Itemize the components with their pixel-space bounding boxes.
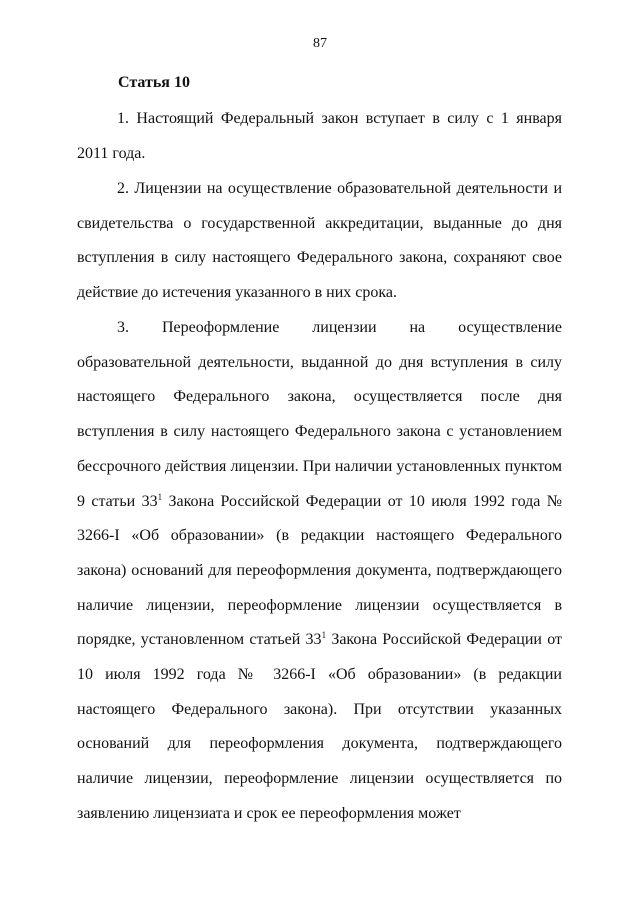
paragraph-3 [77, 311, 562, 832]
paragraph-3-part-3: Закона Российской Федерации от 10 июля 1992 года № 3266-I «Об образовании» (в редакции настоящего Федерального закона). При отсутствии указанных оснований для переоформления документа, подтверждающего наличие лицензии, переоформление лицензии осуществляется по заявлению лицензиата и срок ее переоформления может [77, 631, 563, 822]
superscript-1: 1 [157, 491, 163, 502]
paragraph-2: 2. Лицензии на осуществление образовательной деятельности и свидетельства о государственной аккредитации, выданные до дня вступления в силу настоящего Федерального закона, сохраняют свое действие до истечения указанного в них срока. [77, 180, 562, 302]
article-heading: Статья 10 [118, 74, 190, 91]
paragraph-1: 1. Настоящий Федеральный закон вступает в силу с 1 января 2011 года. [77, 110, 562, 162]
superscript-2: 1 [321, 630, 327, 641]
paragraph-3-part-1: 3. Переоформление лицензии на осуществление образовательной деятельности, выданной до дня вступления в силу настоящего Федерального закона, осуществляется после дня вступления в силу настоящего Федерального закона с установлением бессрочного действия лицензии. При наличии установленных пунктом 9 статьи 33 [77, 319, 562, 510]
paragraph-3-part-2: Закона Российской Федерации от 10 июля 1992 года № 3266-I «Об образовании» (в редакции настоящего Федерального закона) оснований для переоформления документа, подтверждающего наличие лицензии, переоформление лицензии осуществляется в порядке, установленном статьей 33 [77, 492, 563, 649]
page-number: 87 [313, 36, 327, 51]
